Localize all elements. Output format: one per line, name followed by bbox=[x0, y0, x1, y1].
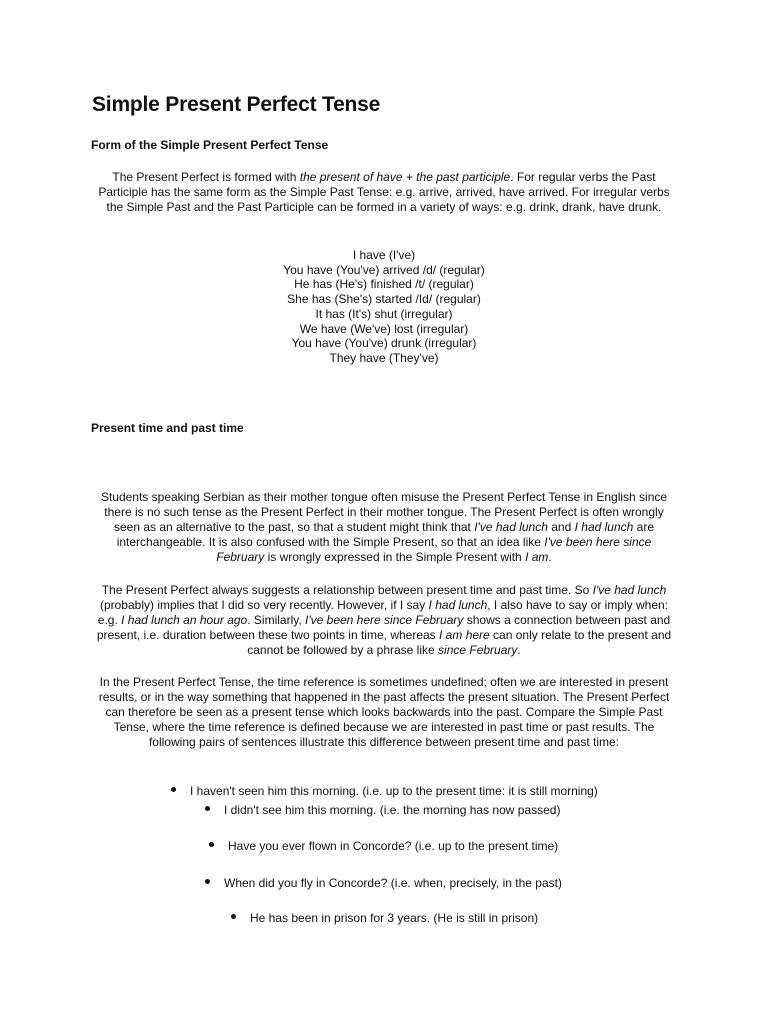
conjugation-line: We have (We've) lost (irregular) bbox=[299, 321, 469, 336]
bullet-icon bbox=[209, 842, 214, 847]
conjugation-line: You have (You've) arrived /d/ (regular) bbox=[283, 262, 485, 277]
example-bullet bbox=[205, 803, 560, 818]
bullet-icon bbox=[231, 914, 236, 919]
bullet-icon bbox=[205, 806, 210, 811]
italic-phrase: I've been here since February bbox=[305, 613, 464, 627]
text-run: In the Present Perfect Tense, the time reference is sometimes undefined; often we are interested in present results, or in the way something that happened in the past affects the present situation. The Present Perfect can therefore be seen as a present tense which looks backwards into the past. Compare the Simple Past Tense, where the time reference is defined because we are interested in past time or past results. The following pairs of sentences illustrate this difference between present time and past time: bbox=[98, 675, 670, 749]
conjugation-list bbox=[92, 248, 676, 366]
conjugation-line: You have (You've) drunk (irregular) bbox=[291, 336, 477, 351]
bullet-icon bbox=[205, 879, 210, 884]
conjugation-line: She has (She's) started /Id/ (regular) bbox=[287, 292, 481, 307]
conjugation-line: They have (They've) bbox=[329, 350, 439, 365]
text-run: and bbox=[547, 520, 575, 534]
example-bullet bbox=[205, 876, 562, 891]
italic-phrase: I've been here since February bbox=[216, 535, 652, 564]
conjugation-line: It has (It's) shut (irregular) bbox=[315, 306, 453, 321]
paragraph-form-intro bbox=[92, 170, 676, 215]
text-run: The Present Perfect always suggests a relationship between present time and past time. So bbox=[101, 583, 593, 597]
example-text: I didn't see him this morning. (i.e. the morning has now passed) bbox=[224, 803, 561, 817]
italic-phrase: I am here bbox=[439, 628, 490, 642]
section-heading-time: Present time and past time bbox=[91, 421, 244, 435]
text-run: The Present Perfect is formed with bbox=[112, 170, 300, 184]
italic-phrase: I had lunch bbox=[428, 598, 488, 612]
example-text: When did you fly in Concorde? (i.e. when, precisely, in the past) bbox=[224, 876, 562, 890]
text-run: Students speaking Serbian as their mother tongue often misuse the Present Perfect Tense in English since there is no such tense as the Present Perfect in their mother tongue. The Present Perfect is often wrongly seen as an alternative to the past, so that a student might think that bbox=[100, 490, 668, 534]
example-text: Have you ever flown in Concorde? (i.e. up to the present time) bbox=[228, 839, 559, 853]
text-run: (probably) implies that I did so very recently. However, if I say bbox=[99, 598, 429, 612]
italic-phrase: the present of have + the past participle bbox=[299, 170, 511, 184]
italic-phrase: since February bbox=[438, 643, 518, 657]
paragraph-serbian-speakers bbox=[92, 490, 676, 565]
text-run: . For regular verbs the Past Participle has the same form as the Simple Past Tense: e.g. arrive, arrived, have arrived. For irregular verbs the Simple Past and the Past Participle can be formed in a variety of ways: e.g. drink, drank, have drunk. bbox=[98, 170, 670, 214]
text-run: . bbox=[517, 643, 521, 657]
conjugation-line: He has (He's) finished /t/ (regular) bbox=[294, 277, 474, 292]
example-bullet bbox=[209, 839, 558, 854]
example-bullet bbox=[231, 911, 538, 926]
example-bullet bbox=[171, 784, 598, 799]
text-run: . bbox=[548, 550, 552, 564]
conjugation-line: I have (I've) bbox=[352, 248, 416, 262]
text-run: can only relate to the present and cannot be followed by a phrase like bbox=[247, 628, 672, 657]
example-text: He has been in prison for 3 years. (He is still in prison) bbox=[250, 911, 539, 925]
italic-phrase: I am bbox=[525, 550, 549, 564]
text-run: , I also have to say or imply when: e.g. bbox=[97, 598, 669, 627]
text-run: shows a connection between past and present, i.e. duration between these two points in time, whereas bbox=[96, 613, 671, 642]
italic-phrase: I had lunch bbox=[574, 520, 634, 534]
paragraph-relationship bbox=[92, 583, 676, 658]
italic-phrase: I had lunch an hour ago bbox=[121, 613, 248, 627]
italic-phrase: I've had lunch bbox=[474, 520, 548, 534]
paragraph-time-reference bbox=[92, 675, 676, 750]
bullet-icon bbox=[171, 787, 176, 792]
italic-phrase: I've had lunch bbox=[592, 583, 667, 597]
page-title: Simple Present Perfect Tense bbox=[92, 93, 381, 116]
section-heading-form: Form of the Simple Present Perfect Tense bbox=[91, 138, 329, 152]
text-run: are interchangeable. It is also confused with the Simple Present, so that an idea like bbox=[116, 520, 655, 549]
example-text: I haven't seen him this morning. (i.e. up to the present time: it is still morning) bbox=[190, 784, 598, 798]
text-run: is wrongly expressed in the Simple Present with bbox=[264, 550, 526, 564]
text-run: . Similarly, bbox=[247, 613, 306, 627]
